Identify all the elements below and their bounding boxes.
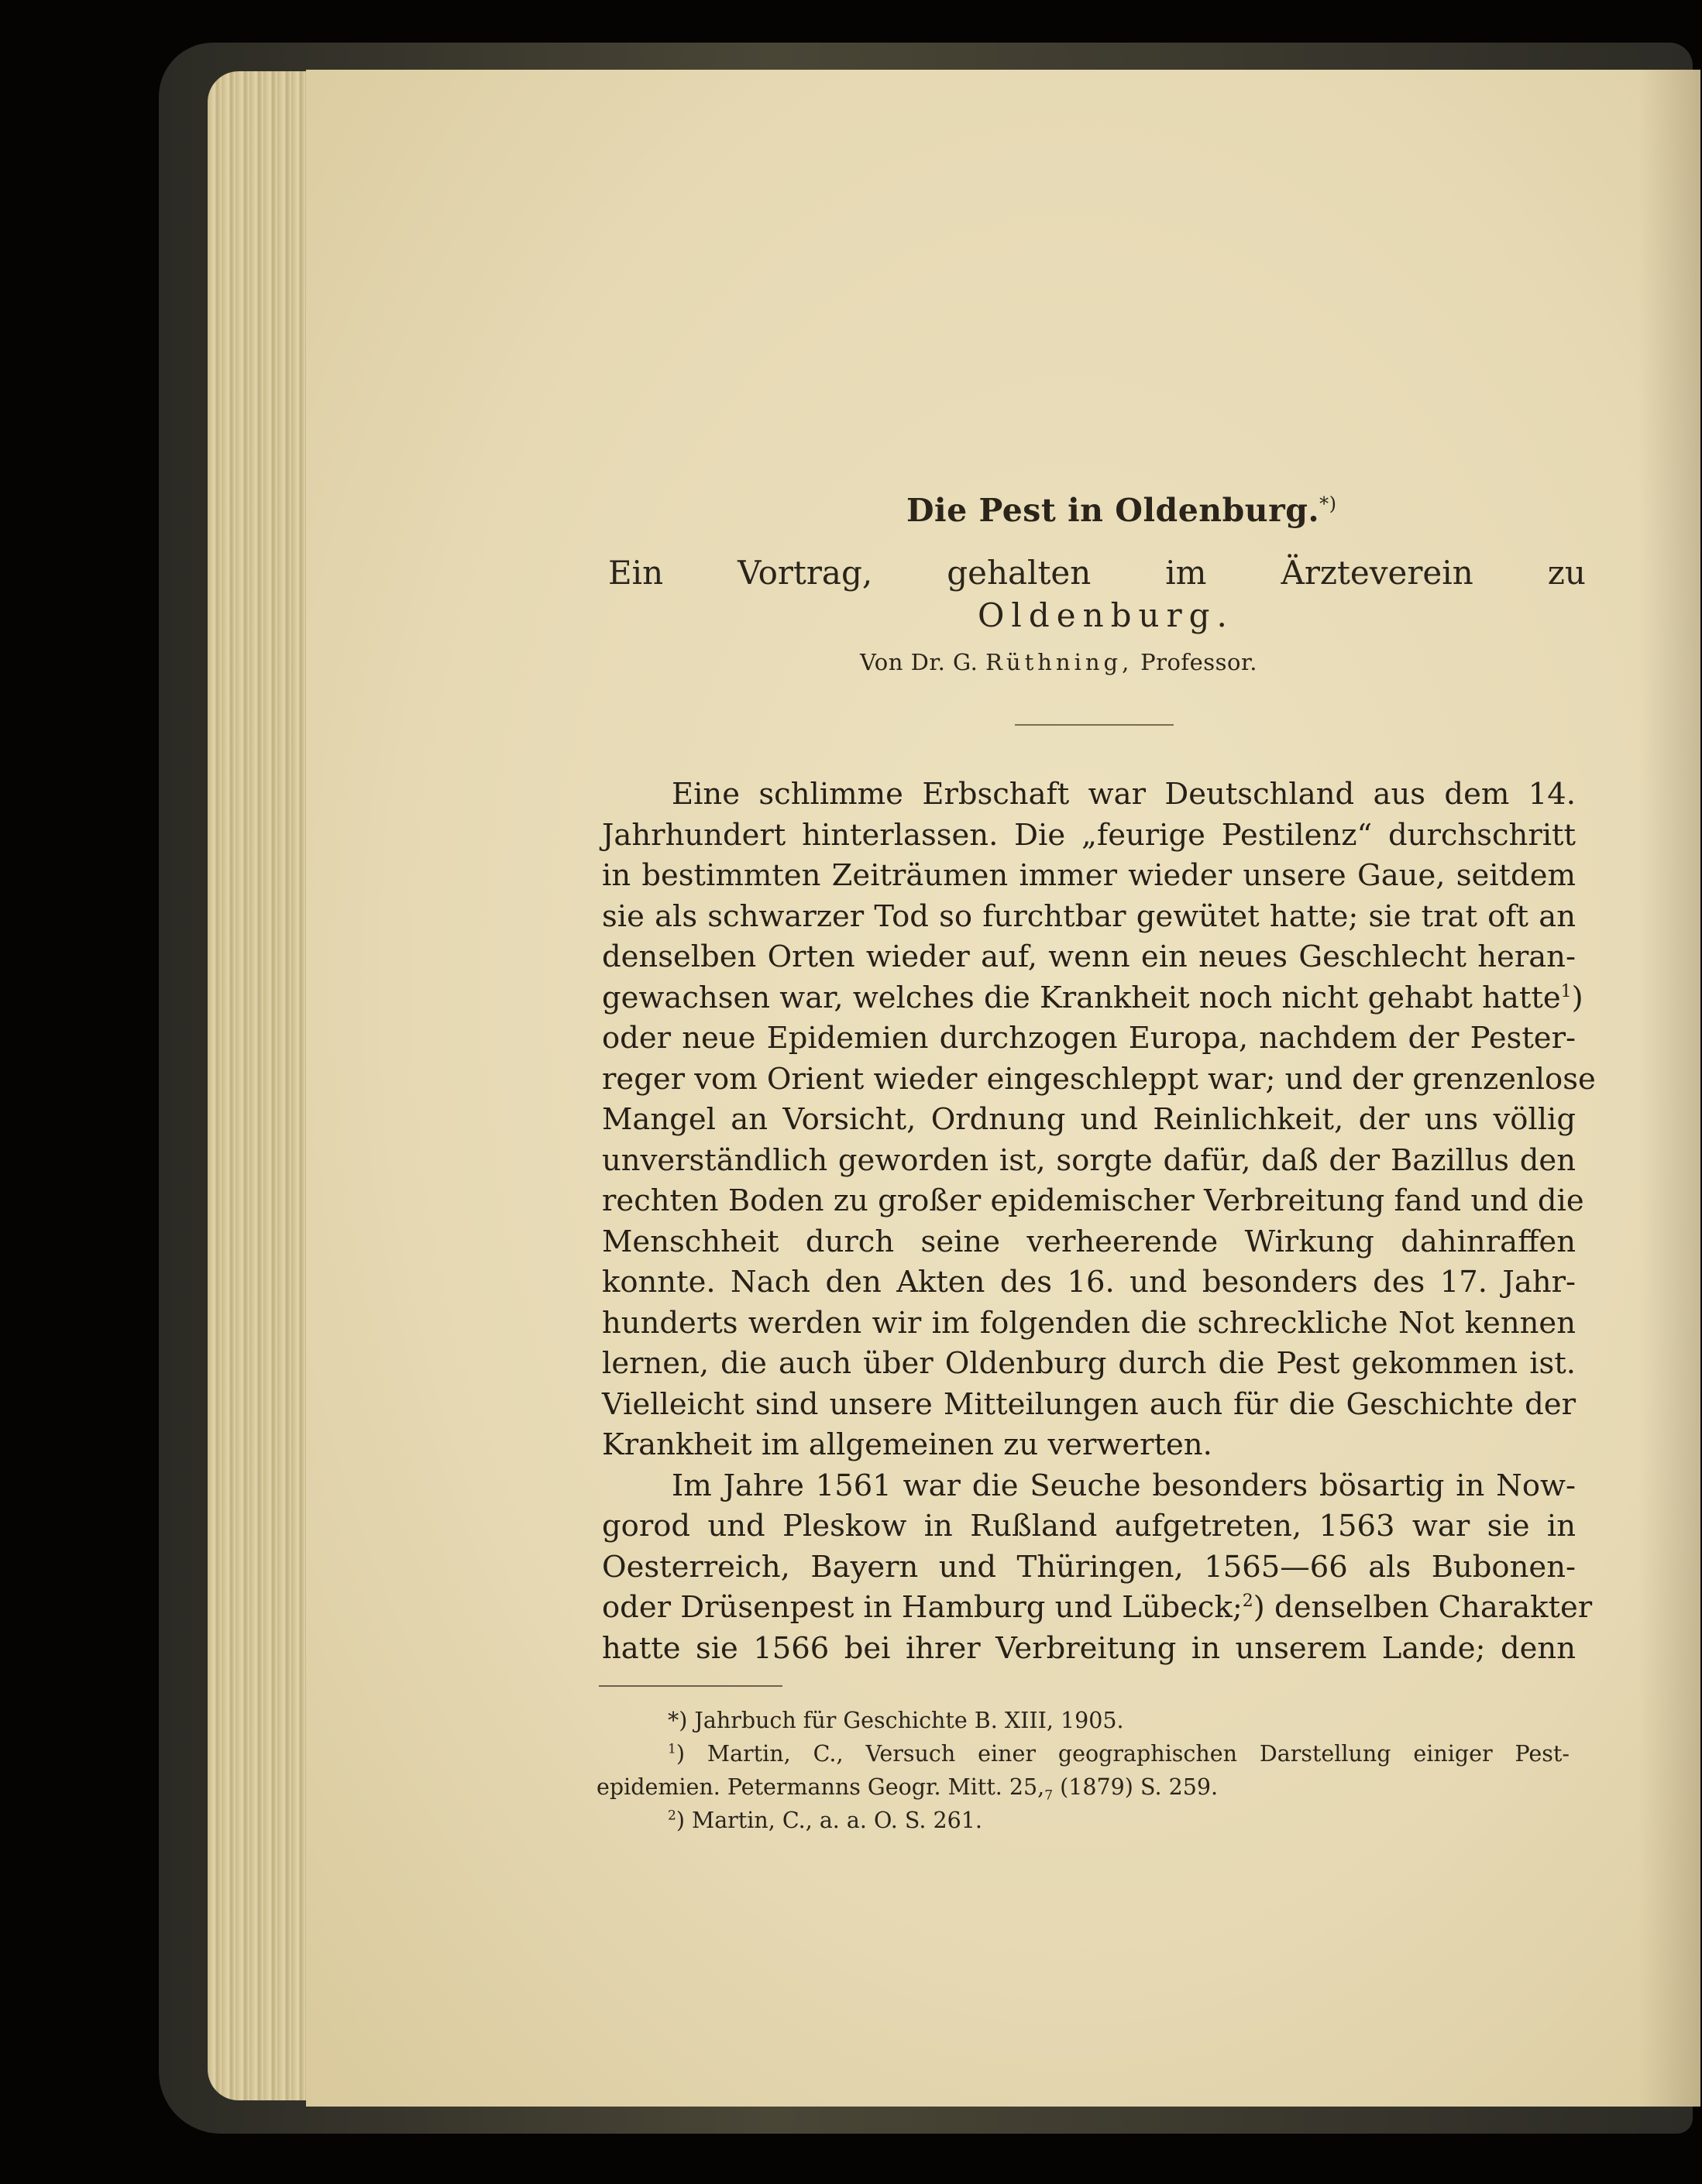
subtitle-word: Vortrag,	[738, 554, 873, 592]
body-line: sie als schwarzer Tod so furchtbar gewütet hatte; sie trat oft an	[602, 898, 1576, 934]
page-gutter-shadow	[1638, 70, 1700, 2107]
footnote-ref: 2	[1242, 1592, 1253, 1612]
article-subtitle-line-1	[608, 554, 1586, 592]
body-line: konnte. Nach den Akten des 16. und besonders des 17. Jahr-	[602, 1265, 1576, 1300]
subtitle-word: im	[1165, 554, 1207, 592]
body-line: lernen, die auch über Oldenburg durch die Pest gekommen ist.	[602, 1346, 1576, 1381]
body-line: Krankheit im allgemeinen zu verwerten.	[602, 1427, 1212, 1462]
subtitle-word: zu	[1547, 554, 1586, 592]
article-title: Die Pest in Oldenburg.*)	[906, 492, 1337, 529]
author-name: Rüthning,	[985, 649, 1133, 675]
body-line: Vielleicht sind unsere Mitteilungen auch für die Geschichte der	[602, 1386, 1576, 1422]
title-divider	[1015, 724, 1174, 726]
subtitle-word: Ein	[608, 554, 664, 592]
footnote-1: $^1$) Martin, C., Versuch einer geographischen Darstellung einiger Pest-	[668, 1741, 1570, 1767]
body-line: rechten Boden zu großer epidemischer Verbreitung fand und die	[602, 1183, 1584, 1218]
body-line: oder Drüsenpest in Hamburg und Lübeck;$^2$) denselben Charakter	[602, 1590, 1593, 1625]
body-line: hatte sie 1566 bei ihrer Verbreitung in unserem Lande; denn	[602, 1630, 1576, 1666]
footnote-1-continued: epidemien. Petermanns Geogr. Mitt. $25,_7$ (1879) S. 259.	[597, 1774, 1219, 1804]
body-line: Im Jahre 1561 war die Seuche besonders bösartig in Now-	[672, 1468, 1576, 1503]
body-line: gorod und Pleskow in Rußland aufgetreten, 1563 war sie in	[602, 1509, 1576, 1544]
body-line: in bestimmten Zeiträumen immer wieder unsere Gaue, seitdem	[602, 858, 1576, 893]
body-line: Jahrhundert hinterlassen. Die „feurige Pestilenz“ durchschritt	[602, 817, 1576, 853]
body-line: oder neue Epidemien durchzogen Europa, nachdem der Pester-	[602, 1021, 1576, 1056]
body-line: gewachsen war, welches die Krankheit noch nicht gehabt hatte$^1$)	[602, 980, 1583, 1015]
article-subtitle-line-2: Oldenburg.	[978, 596, 1234, 634]
footnotes	[597, 1704, 1570, 1837]
body-line: denselben Orten wieder auf, wenn ein neues Geschlecht heran-	[602, 939, 1576, 974]
body-line: Oesterreich, Bayern und Thüringen, 1565—66 als Bubonen-	[602, 1549, 1576, 1585]
body-line: unverständlich geworden ist, sorgte dafür, daß der Bazillus den	[602, 1142, 1576, 1178]
footnote-ref: 1	[1560, 981, 1572, 1001]
body-line: Eine schlimme Erbschaft war Deutschland aus dem 14.	[672, 777, 1576, 812]
footnote-divider	[599, 1685, 782, 1687]
body-line: reger vom Orient wieder eingeschleppt war; und der grenzenlose	[602, 1061, 1596, 1097]
body-line: Menschheit durch seine verheerende Wirkung dahinraffen	[602, 1224, 1576, 1259]
subtitle-word: gehalten	[947, 554, 1092, 592]
footnote-star: *) Jahrbuch für Geschichte B. XIII, 1905.	[668, 1708, 1124, 1733]
article-body	[602, 774, 1596, 1669]
body-line: Mangel an Vorsicht, Ordnung und Reinlichkeit, der uns völlig	[602, 1102, 1576, 1137]
title-footnote-mark: *)	[1319, 493, 1337, 515]
body-line: hunderts werden wir im folgenden die schreckliche Not kennen	[602, 1305, 1576, 1341]
footnote-2: $^2$) Martin, C., a. a. O. S. 261.	[668, 1808, 982, 1833]
article-author: Von Dr. G. Rüthning, Professor.	[860, 649, 1257, 675]
subtitle-word: Ärzteverein	[1281, 554, 1473, 592]
